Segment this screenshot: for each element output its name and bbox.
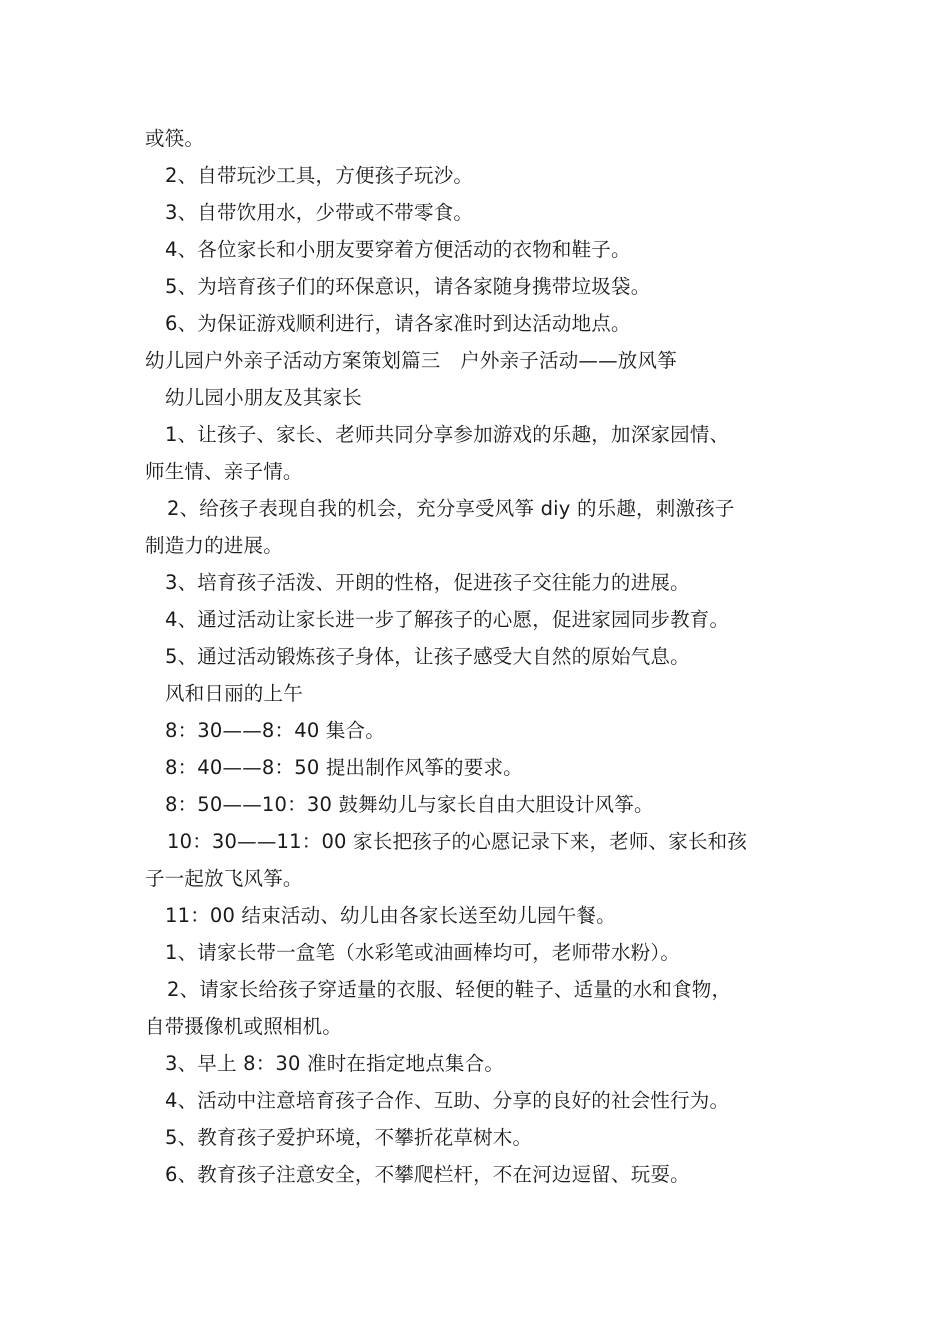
text-line: 2、请家长给孩子穿适量的衣服、轻便的鞋子、适量的水和食物， bbox=[167, 978, 732, 1001]
text-line: 4、活动中注意培育孩子合作、互助、分享的良好的社会性行为。 bbox=[165, 1089, 730, 1112]
text-line: 6、教育孩子注意安全，不攀爬栏杆，不在河边逗留、玩耍。 bbox=[165, 1163, 690, 1186]
text-line: 8：30——8：40 集合。 bbox=[165, 719, 385, 742]
text-line: 师生情、亲子情。 bbox=[145, 460, 303, 483]
text-line: 5、通过活动锻炼孩子身体，让孩子感受大自然的原始气息。 bbox=[165, 645, 690, 668]
text-line: 4、通过活动让家长进一步了解孩子的心愿，促进家园同步教育。 bbox=[165, 608, 730, 631]
text-line: 1、让孩子、家长、老师共同分享参加游戏的乐趣，加深家园情、 bbox=[165, 423, 730, 446]
text-line: 3、培育孩子活泼、开朗的性格，促进孩子交往能力的进展。 bbox=[165, 571, 690, 594]
text-line: 2、给孩子表现自我的机会，充分享受风筝 diy 的乐趣，刺激孩子 bbox=[167, 497, 735, 520]
text-line: 子一起放飞风筝。 bbox=[145, 867, 303, 890]
text-line: 5、为培育孩子们的环保意识，请各家随身携带垃圾袋。 bbox=[165, 275, 651, 298]
document-body bbox=[145, 120, 815, 1193]
text-line: 5、教育孩子爱护环境，不攀折花草树木。 bbox=[165, 1126, 533, 1149]
text-line: 1、请家长带一盒笔（水彩笔或油画棒均可，老师带水粉）。 bbox=[165, 941, 681, 964]
text-line: 幼儿园小朋友及其家长 bbox=[165, 386, 363, 409]
text-line: 2、自带玩沙工具，方便孩子玩沙。 bbox=[165, 164, 474, 187]
text-line: 风和日丽的上午 bbox=[165, 682, 303, 705]
text-line: 6、为保证游戏顺利进行，请各家准时到达活动地点。 bbox=[165, 312, 631, 335]
text-line: 11：00 结束活动、幼儿由各家长送至幼儿园午餐。 bbox=[165, 904, 616, 927]
text-line: 8：50——10：30 鼓舞幼儿与家长自由大胆设计风筝。 bbox=[165, 793, 654, 816]
text-line: 自带摄像机或照相机。 bbox=[145, 1015, 343, 1038]
text-line: 制造力的进展。 bbox=[145, 534, 283, 557]
text-line: 4、各位家长和小朋友要穿着方便活动的衣物和鞋子。 bbox=[165, 238, 631, 261]
text-line: 10：30——11：00 家长把孩子的心愿记录下来，老师、家长和孩 bbox=[167, 830, 748, 853]
text-line: 8：40——8：50 提出制作风筝的要求。 bbox=[165, 756, 523, 779]
text-line: 3、早上 8：30 准时在指定地点集合。 bbox=[165, 1052, 505, 1075]
text-line: 或筷。 bbox=[145, 127, 205, 150]
text-line: 3、自带饮用水，少带或不带零食。 bbox=[165, 201, 474, 224]
text-line: 幼儿园户外亲子活动方案策划篇三 户外亲子活动——放风筝 bbox=[145, 349, 677, 372]
